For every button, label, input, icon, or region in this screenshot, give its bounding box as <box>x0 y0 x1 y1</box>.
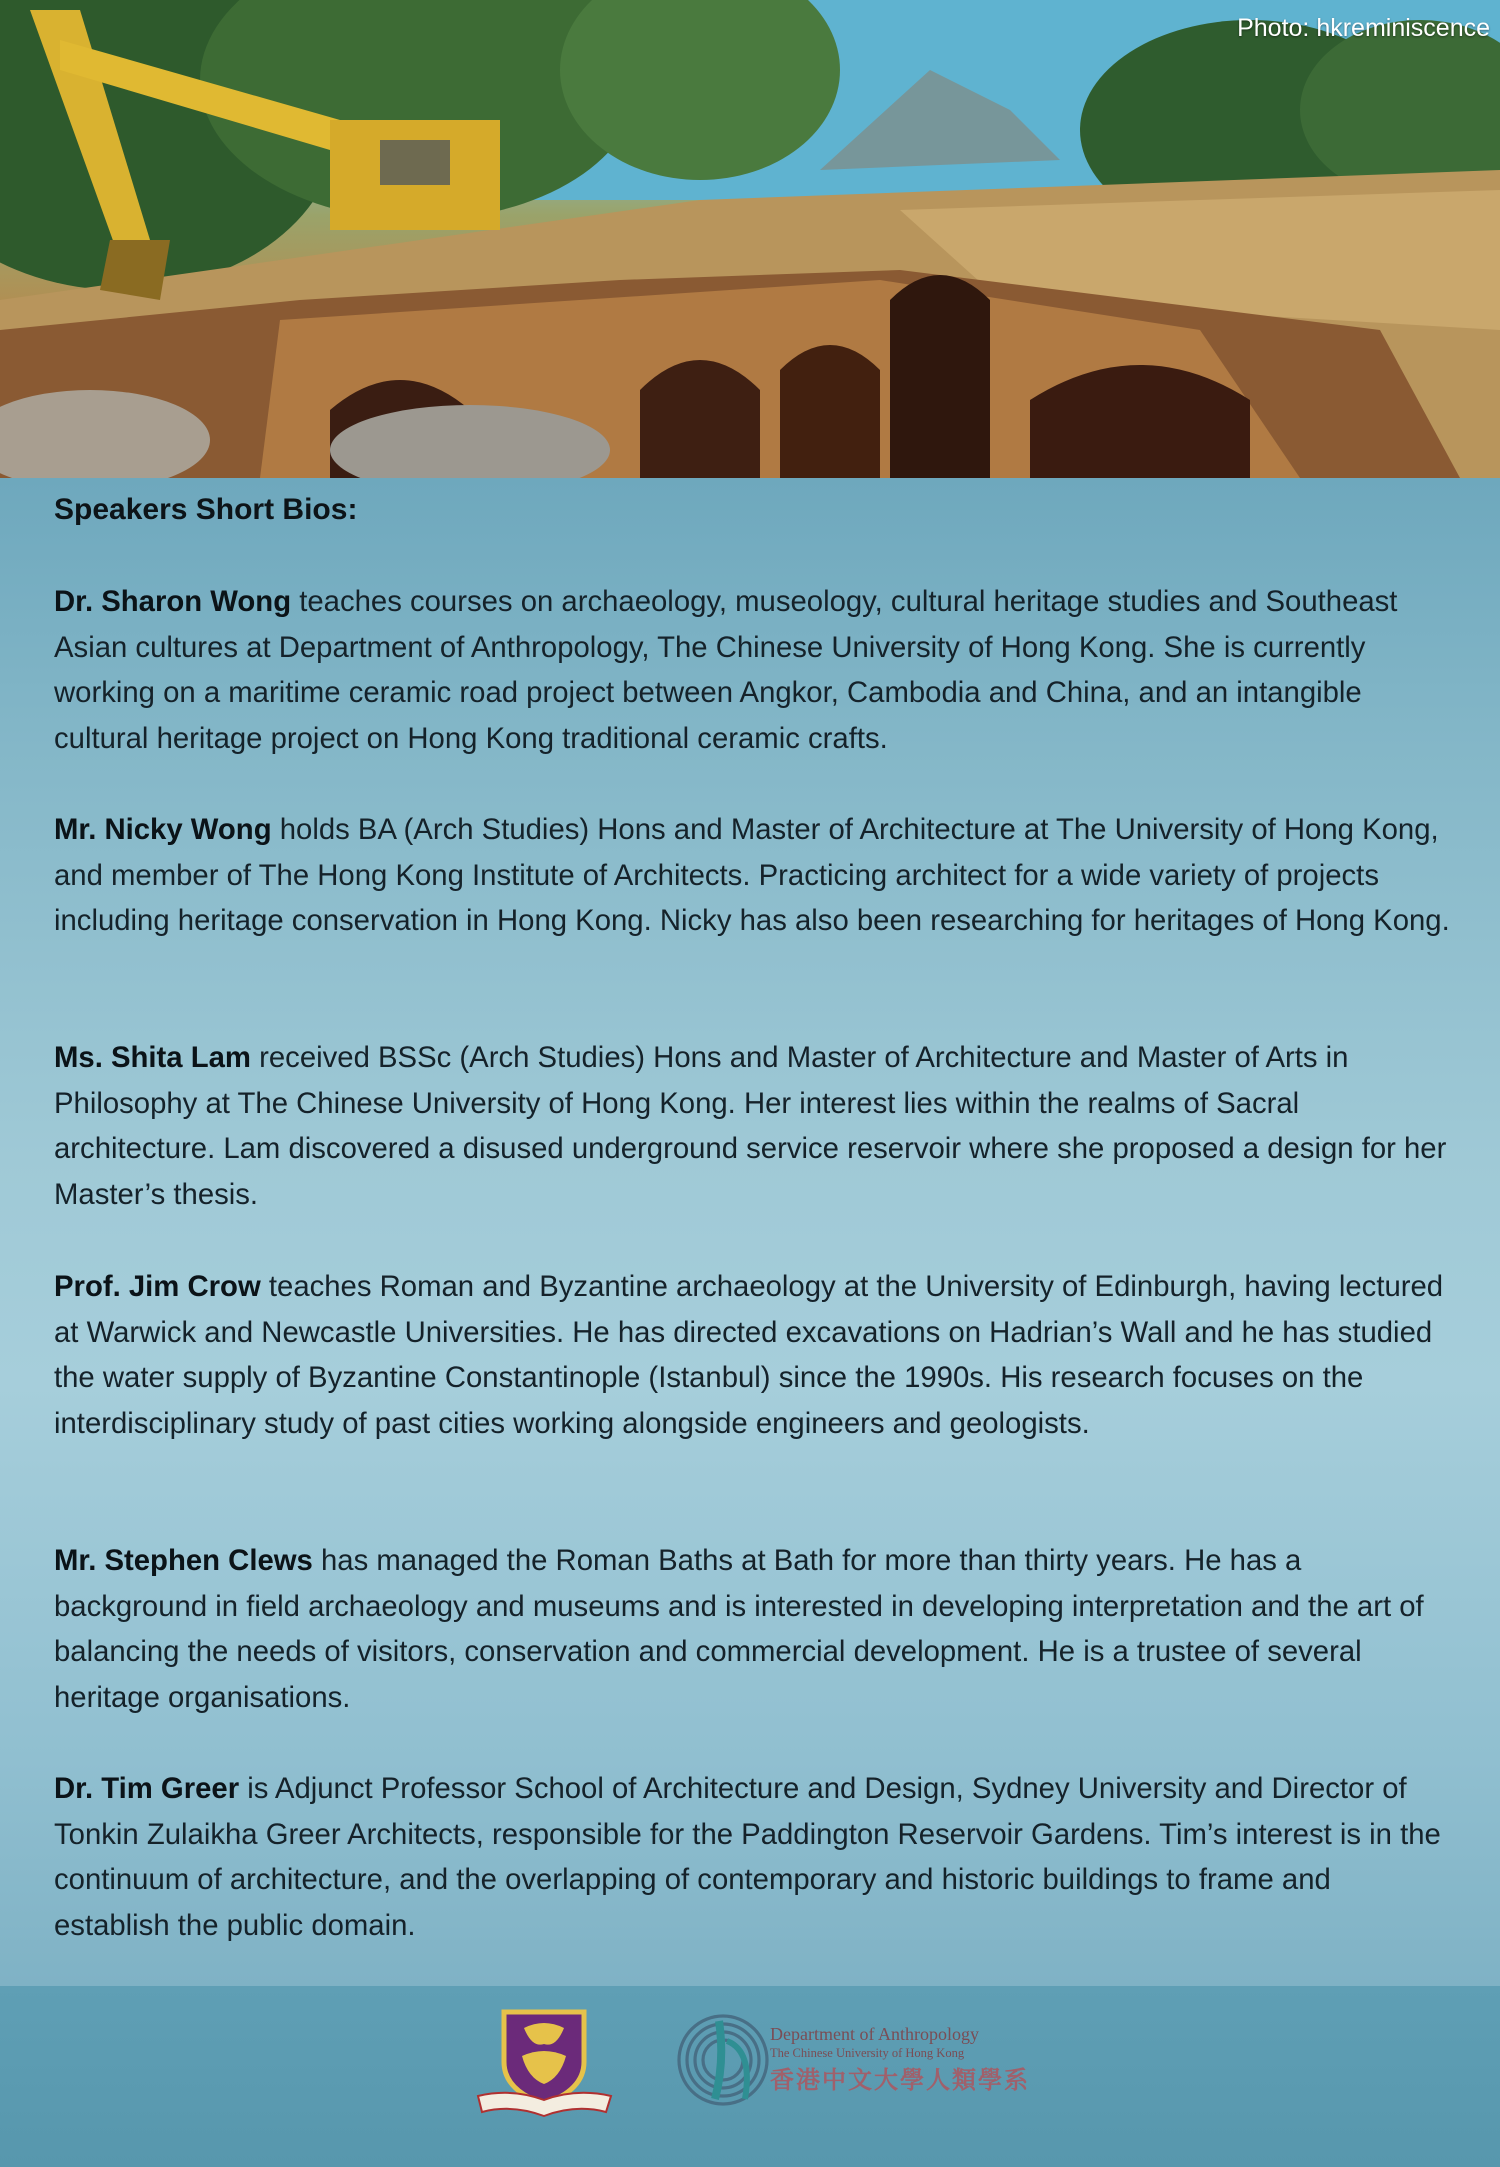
bio-name: Prof. Jim Crow <box>54 1270 261 1303</box>
university-crest-icon <box>472 2004 617 2119</box>
photo-credit: Photo: hkreminiscence <box>1237 14 1490 42</box>
bio-name: Dr. Sharon Wong <box>54 585 292 618</box>
bio-shita-lam <box>54 1035 1454 1218</box>
department-logo-text <box>770 2024 1050 2097</box>
bio-name: Dr. Tim Greer <box>54 1772 240 1805</box>
reservoir-excavation-photo <box>0 0 1500 478</box>
bio-nicky-wong <box>54 807 1454 944</box>
bio-jim-crow <box>54 1264 1454 1447</box>
bio-text: teaches courses on archaeology, museology, cultural heritage studies and Southeast Asian cultures at Department of Anthropology, The Chinese University of Hong Kong. She is currently working on a maritime ceramic road project between Angkor, Cambodia and China, and an intangible cultural heritage project on Hong Kong traditional ceramic crafts. <box>54 585 1398 756</box>
bio-name: Ms. Shita Lam <box>54 1041 251 1074</box>
bio-sharon-wong <box>54 579 1454 762</box>
bios-title: Speakers Short Bios: <box>54 493 358 526</box>
bio-name: Mr. Nicky Wong <box>54 813 272 846</box>
bio-text: teaches Roman and Byzantine archaeology at the University of Edinburgh, having lectured at Warwick and Newcastle Universities. He has directed excavations on Hadrian’s Wall and he has studied the water supply of Byzantine Constantinople (Istanbul) since the 1990s. His research focuses on the interdisciplinary study of past cities working alongside engineers and geologists. <box>54 1270 1444 1441</box>
anthropology-logo-icon <box>675 2011 771 2109</box>
bio-name: Mr. Stephen Clews <box>54 1544 313 1577</box>
bio-tim-greer <box>54 1766 1454 1949</box>
bio-text: has managed the Roman Baths at Bath for more than thirty years. He has a background in field archaeology and museums and is interested in developing interpretation and the art of balancing the needs of visitors, conservation and commercial development. He is a trustee of several heritage organisations. <box>54 1544 1424 1715</box>
dept-subtitle: The Chinese University of Hong Kong <box>770 2046 965 2060</box>
bio-text: received BSSc (Arch Studies) Hons and Master of Architecture and Master of Arts in Philosophy at The Chinese University of Hong Kong. Her interest lies within the realms of Sacral architecture. Lam discovered a disused underground service reservoir where she proposed a design for her Master’s thesis. <box>54 1041 1447 1212</box>
bio-text: is Adjunct Professor School of Architecture and Design, Sydney University and Director of Tonkin Zulaikha Greer Architects, responsible for the Paddington Reservoir Gardens. Tim’s interest is in the continuum of architecture, and the overlapping of contemporary and historic buildings to frame and establish the public domain. <box>54 1772 1441 1943</box>
bio-text: holds BA (Arch Studies) Hons and Master of Architecture at The University of Hong Kong, and member of The Hong Kong Institute of Architects. Practicing architect for a wide variety of projects including heritage conservation in Hong Kong. Nicky has also been researching for heritages of Hong Kong. <box>54 813 1450 938</box>
bio-stephen-clews <box>54 1538 1454 1721</box>
hero-photo <box>0 0 1500 478</box>
dept-name-zh: 香港中文大學人類學系 <box>770 2066 1030 2094</box>
dept-name-en: Department of Anthropology <box>770 2024 979 2044</box>
